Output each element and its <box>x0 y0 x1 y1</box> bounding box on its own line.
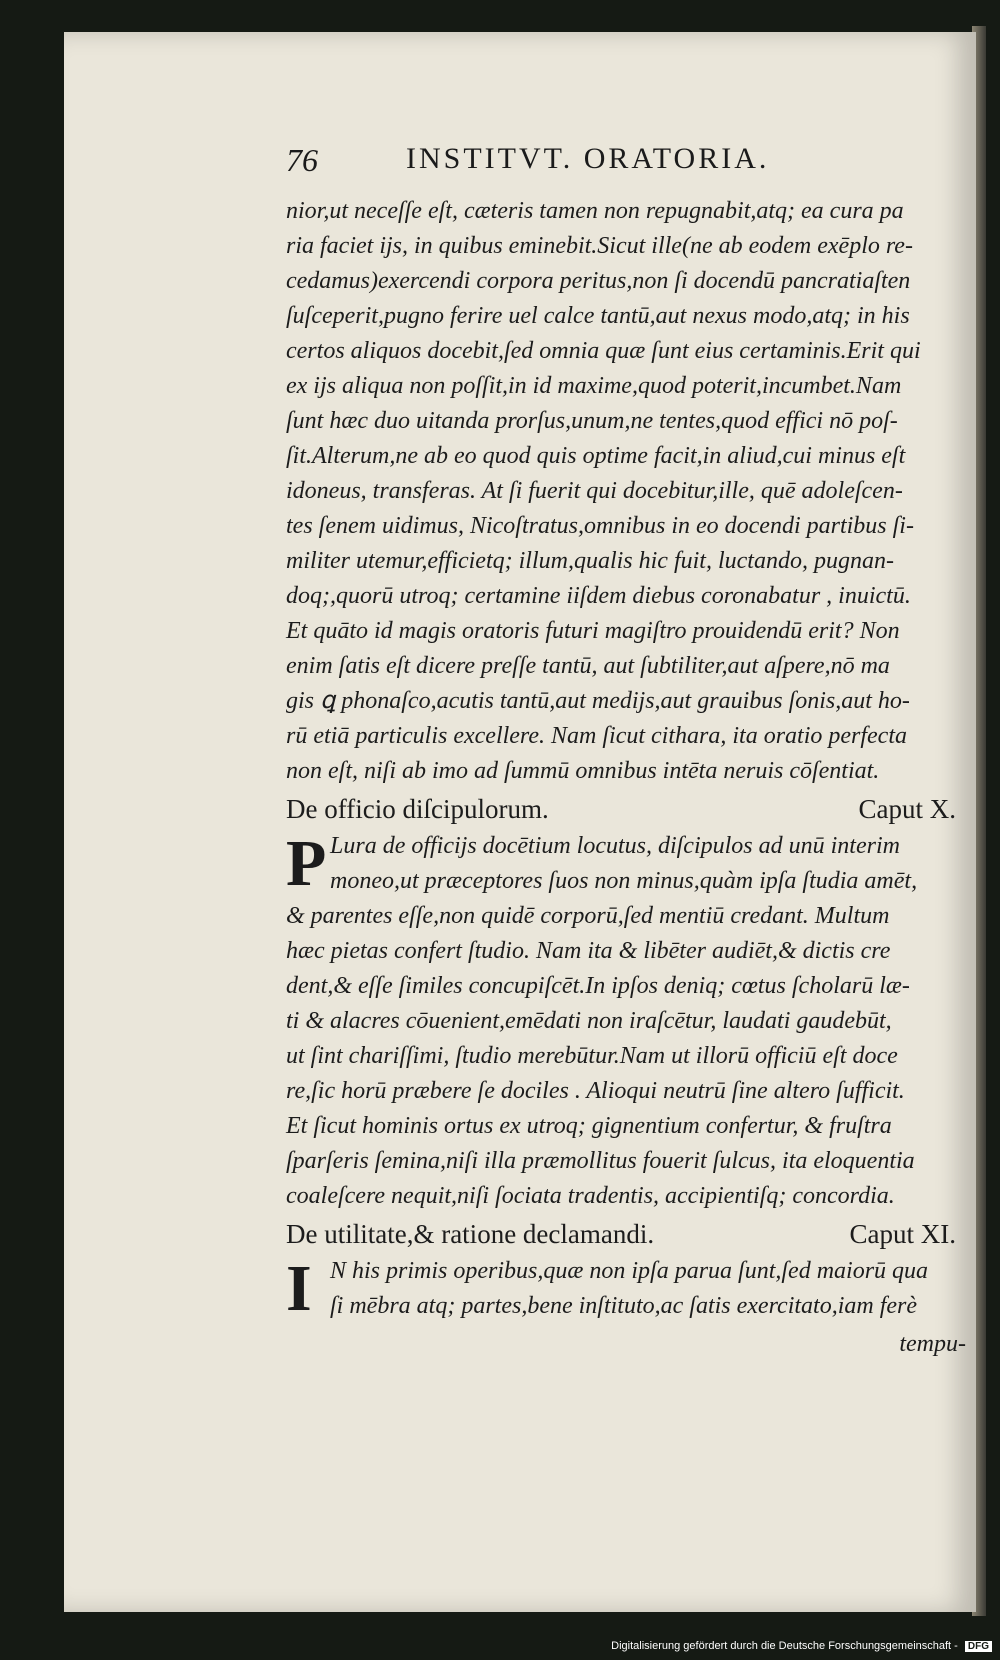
text-line: enim ſatis eſt dicere preſſe tantū, aut ſubtiliter,aut aſpere,nō ma <box>286 653 890 679</box>
text-line: militer utemur,efficietq; illum,qualis hic fuit, luctando, pugnan- <box>286 548 894 574</box>
chapter-heading-x <box>286 789 986 829</box>
text-line: rū etiā particulis excellere. Nam ſicut cithara, ita oratio perfecta <box>286 723 907 749</box>
text-line: coaleſcere nequit,niſi ſociata tradentis, accipientiſq; concordia. <box>286 1183 895 1209</box>
credit-text: Digitalisierung gefördert durch die Deutsche Forschungsgemeinschaft - <box>611 1640 958 1652</box>
text-line: nior,ut neceſſe eſt, cæteris tamen non repugnabit,atq; ea cura pa <box>286 198 904 224</box>
text-line: cedamus)exercendi corpora peritus,non ſi docendū pancratiaſten <box>286 268 911 294</box>
text-line: ex ijs aliqua non poſſit,in id maxime,quod poterit,incumbet.Nam <box>286 373 902 399</box>
folio-number: 76 <box>286 142 318 178</box>
text-line: re,ſic horū præbere ſe dociles . Alioqui neutrū ſine altero ſufficit. <box>286 1078 905 1104</box>
chapter-heading-xi <box>286 1214 986 1254</box>
chapter-xi-body <box>286 1254 986 1324</box>
drop-initial: P <box>286 827 327 900</box>
text-line: ſuſceperit,pugno ferire uel calce tantū,aut nexus modo,atq; in his <box>286 303 910 329</box>
text-line: ſit.Alterum,ne ab eo quod quis optime facit,in aliud,cui minus eſt <box>286 443 906 469</box>
text-line: gis ꝗ phonaſco,acutis tantū,aut medijs,aut grauibus ſonis,aut ho- <box>286 688 910 714</box>
text-line: tes ſenem uidimus, Nicoſtratus,omnibus in eo docendi partibus ſi- <box>286 513 914 539</box>
dfg-logo: DFG <box>965 1641 992 1652</box>
text-line: Et ſicut hominis ortus ex utroq; gignentium confertur, & fruſtra <box>286 1113 892 1139</box>
text-line: non eſt, niſi ab imo ad ſummū omnibus intēta neruis cōſentiat. <box>286 758 880 784</box>
text-line: doq;,quorū utroq; certamine iiſdem diebus coronabatur , inuictū. <box>286 583 911 609</box>
text-line: hæc pietas confert ſtudio. Nam ita & libēter audiēt,& dictis cre <box>286 938 891 964</box>
text-line: ſunt hæc duo uitanda prorſus,unum,ne tentes,quod effici nō poſ- <box>286 408 898 434</box>
chapter-title: De utilitate,& ratione declamandi. <box>286 1219 655 1249</box>
page-header <box>286 142 896 182</box>
text-line: certos aliquos docebit,ſed omnia quæ ſunt eius certaminis.Erit qui <box>286 338 921 364</box>
text-line: ſi mēbra atq; partes,bene inſtituto,ac ſatis exercitato,iam ferè <box>330 1293 918 1319</box>
text-line: N his primis operibus,quæ non ipſa parua ſunt,ſed maiorū qua <box>330 1258 929 1284</box>
digitization-credit <box>611 1640 992 1652</box>
chapter-number: Caput XI. <box>849 1219 956 1249</box>
paragraph-continued <box>286 194 986 789</box>
text-line: moneo,ut præceptores ſuos non minus,quàm ipſa ſtudia amēt, <box>330 868 918 894</box>
text-line: & parentes eſſe,non quidē corporū,ſed mentiū credant. Multum <box>286 903 890 929</box>
text-line: ti & alacres cōuenient,emēdati non iraſcētur, laudati gaudebūt, <box>286 1008 892 1034</box>
text-line: Lura de officijs docētium locutus, diſcipulos ad unū interim <box>330 833 900 859</box>
drop-initial: I <box>286 1252 312 1325</box>
catchword: tempu- <box>899 1331 966 1357</box>
text-line: dent,& eſſe ſimiles concupiſcēt.In ipſos deniq; cœtus ſcholarū læ- <box>286 973 910 999</box>
chapter-title: De officio diſcipulorum. <box>286 794 549 824</box>
text-block <box>286 194 986 1364</box>
running-head: INSTITVT. ORATORIA. <box>406 142 770 175</box>
text-line: ſparſeris ſemina,niſi illa præmollitus fouerit ſulcus, ita eloquentia <box>286 1148 915 1174</box>
chapter-x-body <box>286 829 986 1214</box>
chapter-number: Caput X. <box>858 794 956 824</box>
text-line: ria faciet ijs, in quibus eminebit.Sicut ille(ne ab eodem exēplo re- <box>286 233 913 259</box>
text-line: ut ſint chariſſimi, ſtudio merebūtur.Nam ut illorū officiū eſt doce <box>286 1043 898 1069</box>
text-line: idoneus, transferas. At ſi fuerit qui docebitur,ille, quē adoleſcen- <box>286 478 903 504</box>
text-line: Et quāto id magis oratoris futuri magiſtro prouidendū erit? Non <box>286 618 900 644</box>
